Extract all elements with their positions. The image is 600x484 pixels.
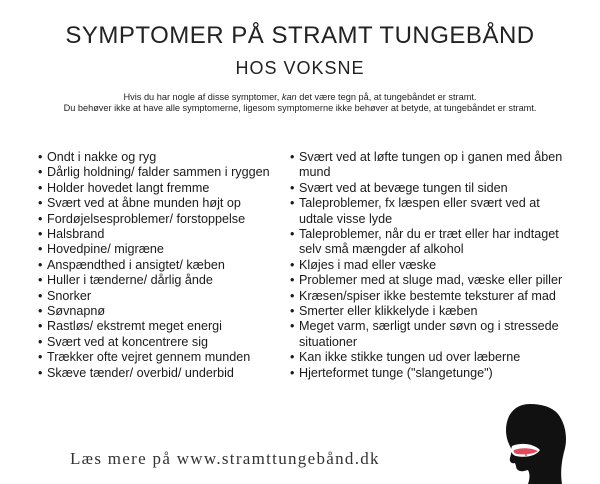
symptom-item: • Ondt i nakke og ryg [38,150,288,165]
symptom-list-left [38,150,288,381]
symptom-item: • Fordøjelsesproblemer/ forstoppelse [38,212,288,227]
intro-text [0,92,600,114]
symptom-item: • Huller i tænderne/ dårlig ånde [38,273,288,288]
symptom-item: • Svært ved at løfte tungen op i ganen med åben [290,150,575,165]
symptom-item-continuation: mund [299,165,331,180]
symptom-list-right [290,150,575,381]
head-silhouette [506,404,566,484]
symptom-item: • Rastløs/ ekstremt meget energi [38,319,288,334]
intro-line-1-start: Hvis du har nogle af disse symptomer, [123,92,280,102]
symptom-item-continuation: udtale visse lyde [299,211,393,226]
symptom-item: • Skæve tænder/ overbid/ underbid [38,366,288,381]
symptom-item: • Dårlig holdning/ falder sammen i ryggen [38,165,288,180]
symptom-item: • Svært ved at bevæge tungen til siden [290,181,575,196]
symptom-item: • Smerter eller klikkelyde i kæben [290,304,575,319]
symptom-item: • Trækker ofte vejret gennem munden [38,350,288,365]
symptom-item: • Svært ved at koncentrere sig [38,335,288,350]
symptom-item: • Taleproblemer, fx læspen eller svært ved at [290,196,575,211]
symptom-item: • Svært ved at åbne munden højt op [38,196,288,211]
symptom-item: • Anspændthed i ansigtet/ kæben [38,258,288,273]
intro-line-1 [0,92,600,103]
intro-emphasis: kan [281,92,297,102]
symptom-item: • Halsbrand [38,227,288,242]
page-subtitle: HOS VOKSNE [235,58,365,78]
symptom-item-continuation: selv små mængder af alkohol [299,242,464,257]
symptom-item: • Snorker [38,289,288,304]
intro-line-2: Du behøver ikke at have alle symptomerne, ligesom symptomerne ikke behøver at betyde, at tungebåndet er stramt. [63,103,537,113]
symptom-item: • Meget varm, særligt under søvn og i stressede [290,319,575,334]
symptom-item: • Kan ikke stikke tungen ud over læberne [290,350,575,365]
symptom-item: • Taleproblemer, når du er træt eller har indtaget [290,227,575,242]
symptom-item-continuation: situationer [299,334,358,349]
symptom-item: • Hjerteformet tunge ("slangetunge") [290,366,575,381]
symptom-item: • Hovedpine/ migræne [38,242,288,257]
footer-website-link[interactable]: Læs mere på www.stramttungebånd.dk [70,449,380,468]
symptom-item: • Kræsen/spiser ikke bestemte teksturer af mad [290,289,575,304]
symptom-item: • Holder hovedet langt fremme [38,181,288,196]
symptom-item: • Kløjes i mad eller væske [290,258,575,273]
head-profile-with-tongue-icon [500,400,568,484]
intro-line-1-end: det være tegn på, at tungebåndet er stramt. [299,92,477,102]
symptom-item: • Søvnapnø [38,304,288,319]
symptom-item: • Problemer med at sluge mad, væske eller piller [290,273,575,288]
page-title: SYMPTOMER PÅ STRAMT TUNGEBÅND [65,22,535,49]
